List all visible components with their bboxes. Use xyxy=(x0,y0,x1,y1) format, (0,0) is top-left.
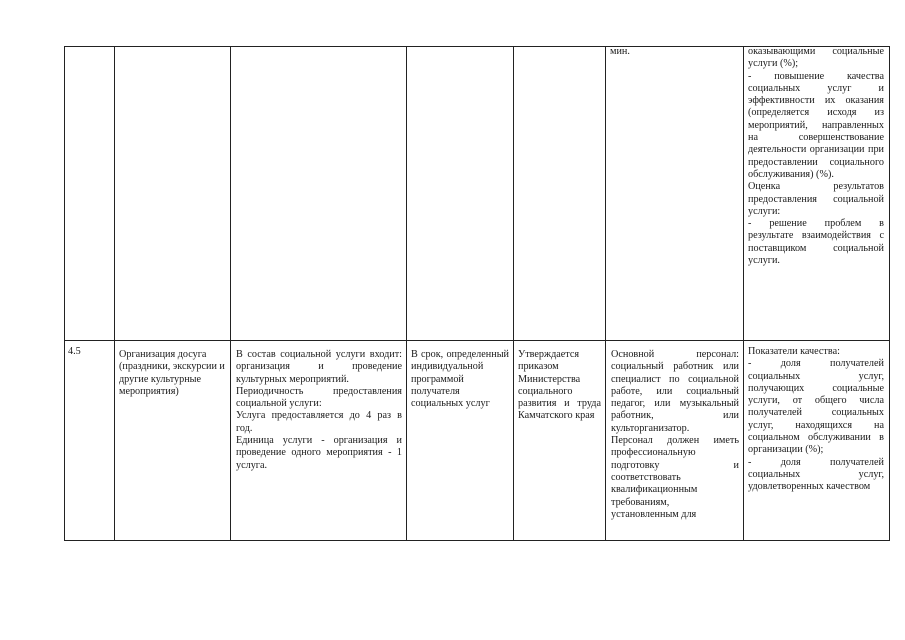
results-line: Показатели качества: xyxy=(748,346,840,357)
service-conditions-cell xyxy=(611,349,739,521)
results-line: - доля получателей социальных услуг, получающих социальные услуги, от общего числа получателей социальных услуг, находящихся на социальном обслуживании в организации (%); xyxy=(748,358,884,456)
column-divider xyxy=(114,46,115,541)
cont-time-cell xyxy=(610,46,738,58)
conditions-line: Основной персонал: социальный работник или специалист по социальной работе, или социальный педагог, или музыкальный работник, или культорганизатор. xyxy=(611,349,739,434)
results-line: - доля получателей социальных услуг, удовлетворенных качеством xyxy=(748,456,884,493)
row-divider xyxy=(64,340,890,341)
column-divider xyxy=(513,46,514,541)
column-divider xyxy=(605,46,606,541)
service-description-cell xyxy=(236,349,402,472)
table-border-left xyxy=(64,46,65,541)
service-name-cell xyxy=(119,349,225,398)
cont-results-cell xyxy=(748,46,884,267)
cont-results-line: - повышение качества социальных услуг и эффективности их оказания (определяется исходя из мероприятий, направленных на совершенствование деятельности организации при предоставлении социального обслуживания) (%). xyxy=(748,70,884,180)
cont-results-line: - решение проблем в результате взаимодействия с поставщиком социальной услуги. xyxy=(748,218,884,267)
description-line: В состав социальной услуги входит: организация и проведение культурных мероприятий. xyxy=(236,349,402,385)
conditions-line: Персонал должен иметь профессиональную подготовку и соответствовать квалификационным требованиям, установленным для xyxy=(611,435,739,520)
service-tariff-cell xyxy=(518,349,601,423)
service-results-cell xyxy=(748,346,884,494)
table-border-bottom xyxy=(64,540,890,541)
service-tariff: Утверждается приказом Министерства социального развития и труда Камчатского края xyxy=(518,349,601,422)
column-divider xyxy=(743,46,744,541)
description-line: Единица услуги - организация и проведение одного мероприятия - 1 услуга. xyxy=(236,435,402,471)
description-line: Периодичность предоставления социальной услуги: xyxy=(236,385,402,410)
description-line: Услуга предоставляется до 4 раз в год. xyxy=(236,410,402,434)
row-number-cell xyxy=(68,346,110,358)
cont-results-line: Оценка результатов предоставления социальной услуги: xyxy=(748,181,884,217)
column-divider xyxy=(406,46,407,541)
service-term-cell xyxy=(411,349,509,410)
cont-results-line: оказывающими социальные услуги (%); xyxy=(748,46,884,70)
cont-time-text: мин. xyxy=(610,46,630,57)
row-number: 4.5 xyxy=(68,346,81,357)
service-term: В срок, определенный индивидуальной программой получателя социальных услуг xyxy=(411,349,509,410)
column-divider xyxy=(230,46,231,541)
service-name: Организация досуга (праздники, экскурсии и другие культурные мероприятия) xyxy=(119,349,225,397)
table-border-right xyxy=(889,46,890,541)
